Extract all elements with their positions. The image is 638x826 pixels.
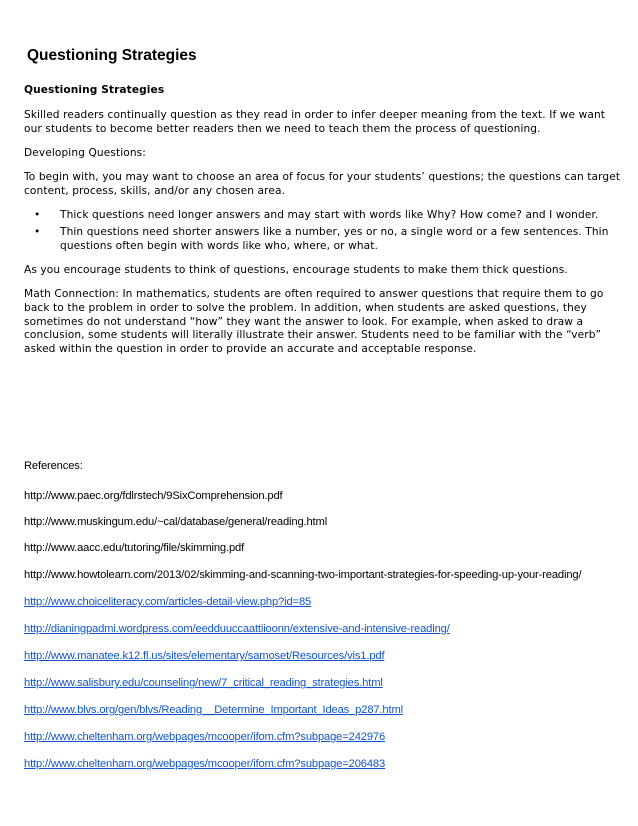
reference-item: http://www.muskingum.edu/~cal/database/general/reading.html [24, 516, 328, 528]
document-body [24, 84, 624, 367]
focus-paragraph: To begin with, you may want to choose an area of focus for your students’ questions; the questions can target content, process, skills, and/or any chosen area. [24, 171, 621, 197]
reference-item: http://www.howtolearn.com/2013/02/skimming-and-scanning-two-important-strategies-for-speeding-up-your-reading/ [24, 569, 582, 581]
list-item [24, 209, 624, 223]
list-item [24, 226, 624, 254]
reference-link[interactable]: http://www.manatee.k12.fl.us/sites/elementary/samoset/Resources/vis1.pdf [24, 650, 385, 662]
references-label: References: [24, 460, 83, 472]
list-item-text: Thick questions need longer answers and may start with words like Why? How come? and I wonder. [60, 209, 599, 222]
reference-item: http://www.aacc.edu/tutoring/file/skimming.pdf [24, 542, 245, 554]
reference-link[interactable]: http://dianingpadmi.wordpress.com/eedduuccaattiioonn/extensive-and-intensive-reading/ [24, 623, 450, 635]
bullet-icon: • [34, 209, 41, 222]
intro-paragraph: Skilled readers continually question as they read in order to infer deeper meaning from the text. If we want our students to become better readers then we need to teach them the process of questioning. [24, 108, 606, 135]
math-connection-paragraph: Math Connection: In mathematics, students are often required to answer questions that require them to go back to the problem in order to solve the problem. In addition, when students are asked questions, they sometimes do not understand “how” they want the answer to look. For example, when asked to draw a conclusion, some students will literally illustrate their answer. Students need to be familiar with the “verb” asked within the question in order to provide an accurate and acceptable response. [24, 287, 604, 356]
reference-link[interactable]: http://www.choiceliteracy.com/articles-detail-view.php?id=85 [24, 596, 312, 608]
developing-questions-label: Developing Questions: [24, 146, 146, 159]
bullet-list [24, 209, 624, 253]
reference-link[interactable]: http://www.blvs.org/gen/blvs/Reading__Determine_Important_Ideas_p287.html [24, 704, 403, 716]
section-title: Questioning Strategies [24, 84, 165, 96]
encourage-paragraph: As you encourage students to think of questions, encourage students to make them thick questions. [24, 263, 568, 276]
page-title: Questioning Strategies [27, 47, 197, 64]
reference-link[interactable]: http://www.cheltenham.org/webpages/mcooper/ifom.cfm?subpage=206483 [24, 758, 386, 770]
reference-item: http://www.paec.org/fdlrstech/9SixComprehension.pdf [24, 490, 283, 502]
reference-link[interactable]: http://www.cheltenham.org/webpages/mcooper/ifom.cfm?subpage=242976 [24, 731, 386, 743]
list-item-text: Thin questions need shorter answers like a number, yes or no, a single word or a few sentences. Thin questions often begin with words like who, where, or what. [60, 226, 609, 252]
bullet-icon: • [34, 226, 41, 239]
reference-link[interactable]: http://www.salisbury.edu/counseling/new/7_critical_reading_strategies.html [24, 677, 383, 689]
